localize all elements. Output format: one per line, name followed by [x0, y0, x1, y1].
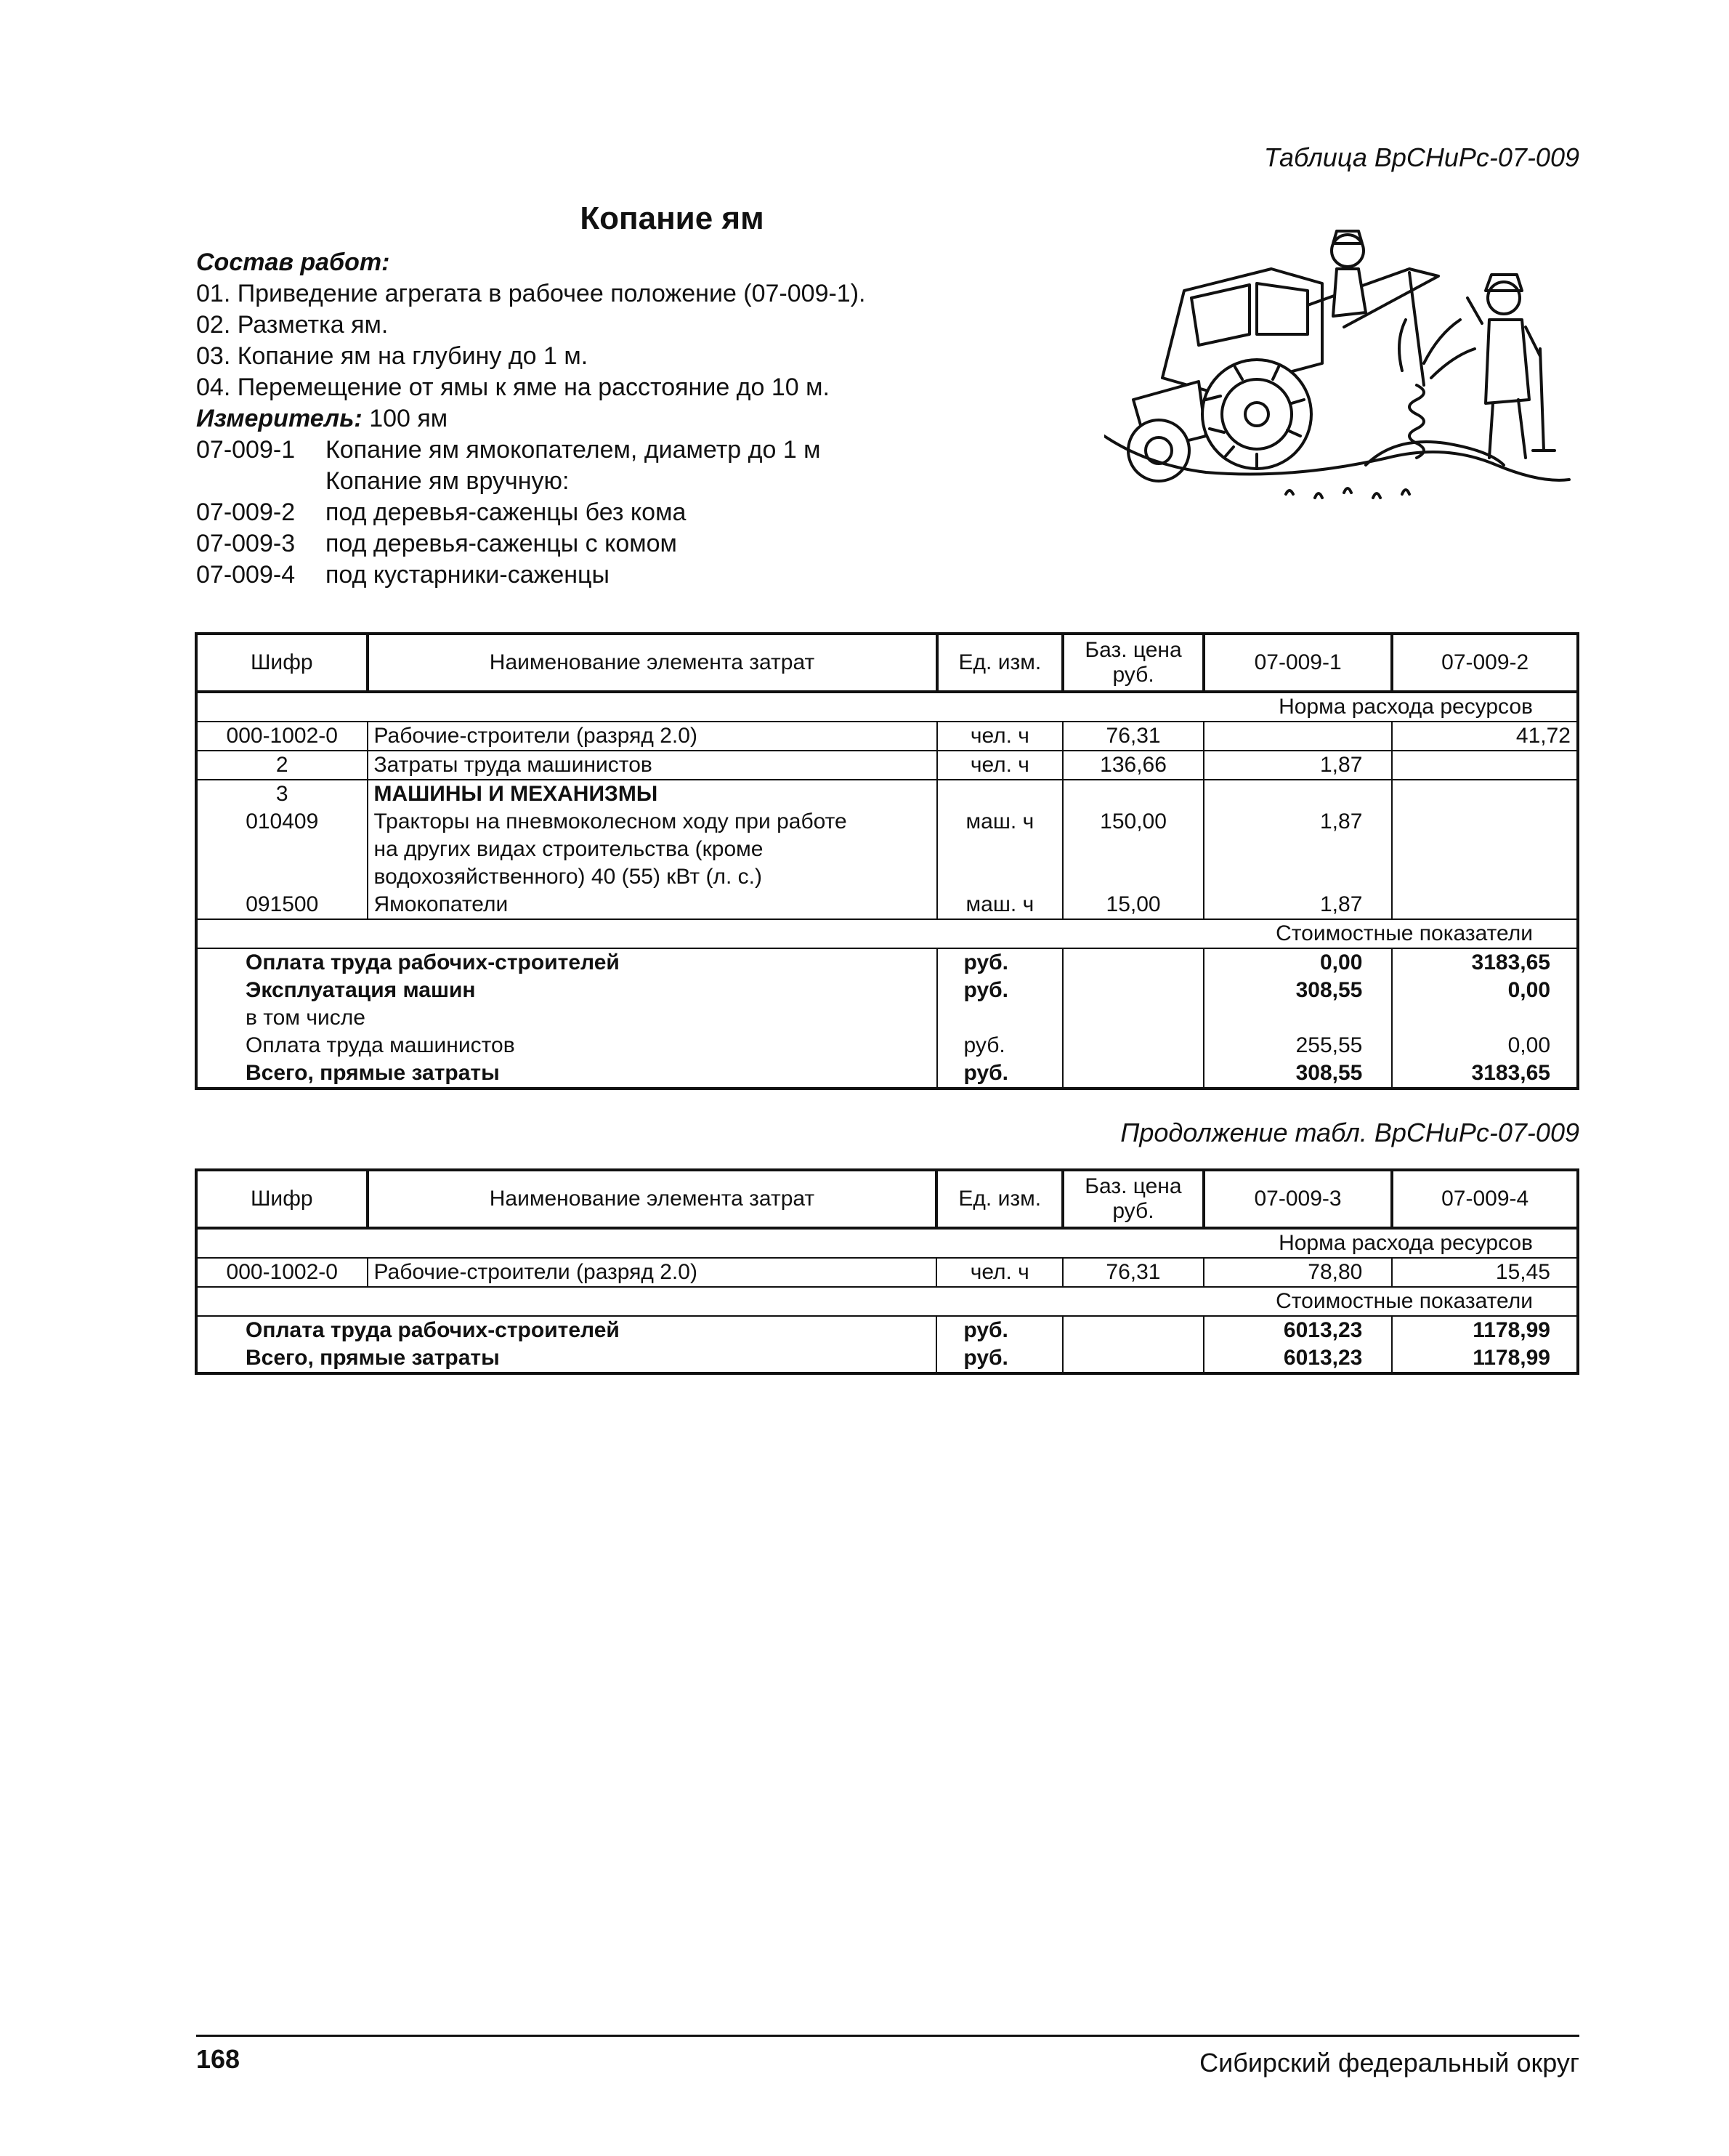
cell-code: 2: [275, 753, 288, 777]
group-heading: МАШИНЫ И МЕХАНИЗМЫ: [373, 782, 658, 806]
cell-price: [1063, 1316, 1204, 1373]
footer-divider: [196, 2035, 1579, 2037]
cell-code: 000-1002-0: [226, 724, 338, 748]
cell-price: 136,66: [1063, 751, 1204, 780]
cost-name: Эксплуатация машин: [246, 978, 476, 1002]
cell-name: [368, 780, 937, 919]
cell-unit: [937, 948, 1064, 1089]
cost-rows: [196, 1316, 1578, 1373]
item-code: 07-009-4: [196, 561, 296, 589]
column-header: 07-009-2: [1392, 634, 1578, 692]
item-text: Копание ям вручную:: [325, 467, 570, 495]
code-line: 091500: [246, 892, 319, 916]
page-number: 168: [196, 2044, 240, 2074]
cell-value: [1392, 751, 1578, 780]
tractor-illustration: [1104, 218, 1576, 509]
item-code: 07-009-2: [196, 498, 296, 526]
region-label: Сибирский федеральный округ: [1199, 2048, 1579, 2078]
column-header: Ед. изм.: [936, 1170, 1063, 1228]
cell-value: [1204, 948, 1393, 1089]
cell-value: [1392, 780, 1578, 919]
column-header: Баз. цена руб.: [1063, 634, 1204, 692]
name-line: на других видах строительства (кроме: [373, 837, 764, 861]
value-line: 0,00: [1507, 1033, 1550, 1057]
cell-value: [1204, 722, 1393, 751]
section-label: Норма расхода ресурсов: [196, 692, 1578, 722]
value-line: 308,55: [1295, 1061, 1363, 1085]
column-header: 07-009-4: [1392, 1170, 1578, 1228]
item-line: [196, 497, 1126, 528]
cost-name: Всего, прямые затраты: [246, 1346, 500, 1370]
section-row: [196, 692, 1578, 722]
section-row: [196, 1228, 1578, 1258]
item-code: 07-009-3: [196, 530, 296, 557]
value-line: 0,00: [1507, 978, 1550, 1002]
price-line: 150,00: [1100, 809, 1167, 833]
table-label: Таблица ВрСНиРс-07-009: [1263, 142, 1579, 172]
cell-name: Затраты труда машинистов: [368, 751, 937, 780]
cell-value: [1204, 1316, 1393, 1373]
cell-name: Рабочие-строители (разряд 2.0): [368, 722, 937, 751]
unit-line: руб.: [963, 978, 1008, 1002]
item-line: [196, 466, 1126, 497]
cost-name: Всего, прямые затраты: [246, 1061, 500, 1085]
table-row: [196, 751, 1578, 780]
value-line: 1,87: [1319, 809, 1363, 833]
cell-name: [196, 1316, 936, 1373]
value-line: 3183,65: [1471, 950, 1550, 974]
cell-price: [1063, 948, 1204, 1089]
cost-rows: [196, 948, 1578, 1089]
cost-name: Оплата труда рабочих-строителей: [246, 950, 620, 974]
code-line: 3: [275, 782, 288, 806]
unit-line: руб.: [963, 950, 1008, 974]
name-line: Ямокопатели: [373, 892, 509, 916]
cost-name: Оплата труда рабочих-строителей: [246, 1318, 620, 1342]
item-text: Копание ям ямокопателем, диаметр до 1 м: [325, 436, 821, 464]
table-header-row: [196, 634, 1578, 692]
value-line: 255,55: [1295, 1033, 1363, 1057]
unit-line: руб.: [963, 1033, 1005, 1057]
step-item: 04. Перемещение от ямы к яме на расстояние до 10 м.: [196, 374, 830, 401]
step-item: 03. Копание ям на глубину до 1 м.: [196, 342, 588, 370]
step-item: 01. Приведение агрегата в рабочее положение (07-009-1).: [196, 280, 866, 307]
composition-label: Состав работ:: [196, 249, 390, 276]
value-line: 1178,99: [1473, 1318, 1550, 1342]
price-line: 15,00: [1106, 892, 1161, 916]
unit-line: руб.: [963, 1061, 1008, 1085]
value-line: 308,55: [1295, 978, 1363, 1002]
cell-value: 78,80: [1204, 1258, 1393, 1287]
column-header: Наименование элемента затрат: [368, 634, 937, 692]
unit-line: руб.: [963, 1318, 1008, 1342]
column-header: Шифр: [196, 1170, 368, 1228]
resource-table-2: [195, 1168, 1579, 1375]
name-line: водохозяйственного) 40 (55) кВт (л. с.): [373, 865, 762, 889]
cell-value: [1204, 780, 1393, 919]
cost-name: Оплата труда машинистов: [246, 1033, 515, 1057]
cell-value: [1392, 1316, 1578, 1373]
column-header: Шифр: [196, 634, 368, 692]
item-text: под деревья-саженцы без кома: [325, 498, 687, 526]
value-line: 1,87: [1319, 892, 1363, 916]
section-row: [196, 1287, 1578, 1316]
resource-table-1: [195, 632, 1579, 1090]
meter-line: [196, 403, 1126, 435]
item-code: 07-009-1: [196, 436, 296, 464]
page-title: Копание ям: [580, 201, 764, 236]
value-line: 0,00: [1319, 950, 1363, 974]
column-header: 07-009-3: [1204, 1170, 1393, 1228]
cell-unit: чел. ч: [937, 722, 1064, 751]
cell-value: 15,45: [1392, 1258, 1578, 1287]
unit-line: руб.: [963, 1346, 1008, 1370]
cell-unit: [936, 1316, 1063, 1373]
continuation-label: Продолжение табл. ВрСНиРс-07-009: [1120, 1118, 1579, 1147]
cell-name: [196, 948, 937, 1089]
cell-unit: чел. ч: [937, 751, 1064, 780]
item-text: под деревья-саженцы с комом: [325, 530, 677, 557]
work-description: [196, 247, 1126, 591]
code-line: 010409: [246, 809, 319, 833]
cell-unit: чел. ч: [936, 1258, 1063, 1287]
column-header: Ед. изм.: [937, 634, 1064, 692]
unit-line: маш. ч: [965, 809, 1034, 833]
cost-name: в том числе: [246, 1006, 365, 1030]
meter-label: Измеритель:: [196, 405, 363, 432]
cell-code: 000-1002-0: [226, 1260, 338, 1284]
cell-price: 76,31: [1063, 722, 1204, 751]
value-line: 1178,99: [1473, 1346, 1550, 1370]
cell-name: Рабочие-строители (разряд 2.0): [368, 1258, 937, 1287]
column-header: Баз. цена руб.: [1063, 1170, 1204, 1228]
value-line: 3183,65: [1471, 1061, 1550, 1085]
cell-value: [1392, 948, 1578, 1089]
section-label: Норма расхода ресурсов: [196, 1228, 1578, 1258]
item-text: под кустарники-саженцы: [325, 561, 610, 589]
cell-value: 41,72: [1392, 722, 1578, 751]
cell-code: [196, 780, 368, 919]
section-label: Стоимостные показатели: [196, 1287, 1578, 1316]
unit-line: маш. ч: [965, 892, 1034, 916]
cell-unit: [937, 780, 1064, 919]
section-label: Стоимостные показатели: [196, 919, 1578, 948]
cell-price: 76,31: [1063, 1258, 1204, 1287]
item-line: [196, 528, 1126, 560]
cell-price: [1063, 780, 1204, 919]
item-line: [196, 560, 1126, 591]
name-line: Тракторы на пневмоколесном ходу при работе: [373, 809, 847, 833]
table-row: [196, 722, 1578, 751]
value-line: 6013,23: [1283, 1346, 1363, 1370]
column-header: Наименование элемента затрат: [368, 1170, 937, 1228]
cell-value: 1,87: [1204, 751, 1393, 780]
step-item: 02. Разметка ям.: [196, 311, 389, 339]
column-header: 07-009-1: [1204, 634, 1393, 692]
table-row: [196, 1258, 1578, 1287]
table-row: [196, 780, 1578, 919]
item-line: [196, 435, 1126, 466]
section-row: [196, 919, 1578, 948]
meter-value: 100 ям: [369, 405, 448, 432]
value-line: 6013,23: [1283, 1318, 1363, 1342]
table-header-row: [196, 1170, 1578, 1228]
